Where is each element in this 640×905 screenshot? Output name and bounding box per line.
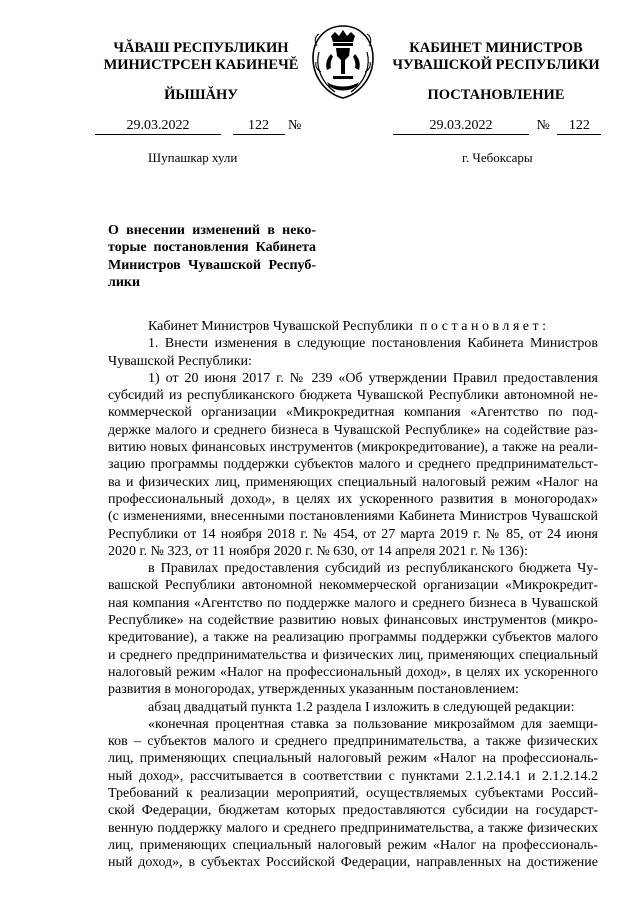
header-left-line2: МИНИСТРСЕН КАБИНЕЧĔ	[103, 57, 299, 73]
subject-line: лики	[108, 274, 141, 290]
body-line: абзац двадцатый пункта 1.2 раздела I изложить в следующей редакции:	[148, 699, 575, 715]
body-line: ков – субъектов малого и среднего предпринимательства, а также физических	[108, 734, 598, 750]
body-line: ная компания «Агентство по поддержке малого и среднего бизнеса в Чувашской	[108, 595, 598, 611]
right-number: 122	[557, 118, 601, 135]
body-line: ный доход», в субъектах Российской Федерации, направленных на достижение	[108, 855, 598, 871]
body-line: лиц, применяющих специальный налоговый режим «Налог на профессиональ-	[108, 837, 598, 853]
left-date: 29.03.2022	[95, 118, 221, 135]
body-line: «конечная процентная ставка за пользование микрозаймом для заемщи-	[148, 716, 598, 732]
left-no-sign: №	[288, 118, 302, 133]
body-line: коммерческой организации «Микрокредитная компания «Агентство по под-	[108, 405, 598, 421]
right-number-line	[393, 118, 601, 135]
body-line: Республике» на содействие развитию новых финансовых инструментов (микро-	[108, 613, 598, 629]
body-line: зацию программы поддержки субъектов малого и среднего предпринимательст-	[108, 457, 598, 473]
body-line: ный доход», рассчитывается в соответствии с пунктами 2.1.2.14.1 и 2.1.2.14.2	[108, 768, 598, 784]
body-line: лиц, применяющих специальный налоговый режим «Налог на профессиональ-	[108, 751, 598, 767]
chuvash-republic-emblem-icon	[305, 22, 381, 102]
subject-line: О внесении изменений в неко-	[108, 223, 316, 238]
body-lines	[108, 335, 598, 871]
body-line: кредитование), а также на реализацию программы поддержки субъектов малого	[108, 630, 598, 646]
body-line: вашской Республики автономной некоммерческой организации «Микрокредит-	[108, 578, 598, 594]
body-line: 1. Внести изменения в следующие постановления Кабинета Министров	[148, 336, 598, 352]
subject-line: Министров Чувашской Респуб-	[108, 257, 316, 273]
right-no-sign: №	[536, 118, 550, 133]
header-right-line2: ЧУВАШСКОЙ РЕСПУБЛИКИ	[392, 57, 600, 73]
left-number: 122	[233, 118, 285, 135]
header-right-ministry	[380, 40, 612, 74]
body-line: развития в моногородах, утвержденных указанным постановлением:	[108, 682, 519, 698]
body-line: 2020 г. № 323, от 11 ноября 2020 г. № 630, от 14 апреля 2021 г. № 136):	[108, 543, 528, 559]
body-line: держке малого и среднего бизнеса в Чувашской Республике» на содействие раз-	[108, 422, 598, 438]
body-line: ской Федерации, бюджетам которых предоставляются субсидии на государст-	[108, 803, 598, 819]
body-line: (с изменениями, внесенными постановлениями Кабинета Министров Чувашской	[108, 509, 598, 525]
body-line: венную поддержку малого и среднего предпринимательства, а также физических	[108, 820, 598, 836]
intro-prefix: Кабинет Министров Чувашской Республики	[148, 319, 413, 334]
header-right-kind: ПОСТАНОВЛЕНИЕ	[427, 87, 565, 103]
body-line: субсидий из республиканского бюджета Чувашской Республики автономной не-	[108, 388, 598, 404]
body-intro	[108, 318, 598, 335]
left-number-line	[95, 118, 301, 135]
body-line: налоговый режим «Налог на профессиональный доход», в целях их ускоренного	[108, 664, 598, 680]
header-left-line1: ЧĂВАШ РЕСПУБЛИКИН	[113, 40, 289, 56]
body-line: и среднего предпринимательства и физических лиц, применяющих специальный	[108, 647, 598, 663]
right-place: г. Чебоксары	[462, 150, 533, 165]
intro-decree-word: постановляет:	[419, 319, 550, 334]
body-line: профессиональный доход», в целях их ускоренного развития в моногородах»	[108, 491, 598, 507]
left-place: Шупашкар хули	[148, 150, 238, 165]
body-line: Республики от 14 ноября 2018 г. № 454, от 27 марта 2019 г. № 85, от 24 июня	[108, 526, 598, 542]
right-date: 29.03.2022	[393, 118, 529, 135]
body-line: в Правилах предоставления субсидий из республиканского бюджета Чу-	[148, 561, 598, 577]
header-left-ministry	[85, 40, 317, 74]
header-right-line1: КАБИНЕТ МИНИСТРОВ	[409, 40, 583, 56]
document-body	[108, 318, 598, 872]
document-subject	[108, 222, 316, 291]
body-line: Требований к реализации мероприятий, осуществляемых субъектами Россий-	[108, 786, 598, 802]
header-left-kind: ЙЫШĂНУ	[164, 87, 238, 103]
body-line: Чувашской Республики:	[108, 353, 252, 369]
body-line: витию новых финансовых инструментов (микрокредитование), а также на реали-	[108, 440, 598, 456]
subject-line: торые постановления Кабинета	[108, 240, 316, 256]
body-line: ва и физических лиц, применяющих специальный налоговый режим «Налог на	[108, 474, 598, 490]
body-line: 1) от 20 июня 2017 г. № 239 «Об утверждении Правил предоставления	[148, 370, 598, 386]
